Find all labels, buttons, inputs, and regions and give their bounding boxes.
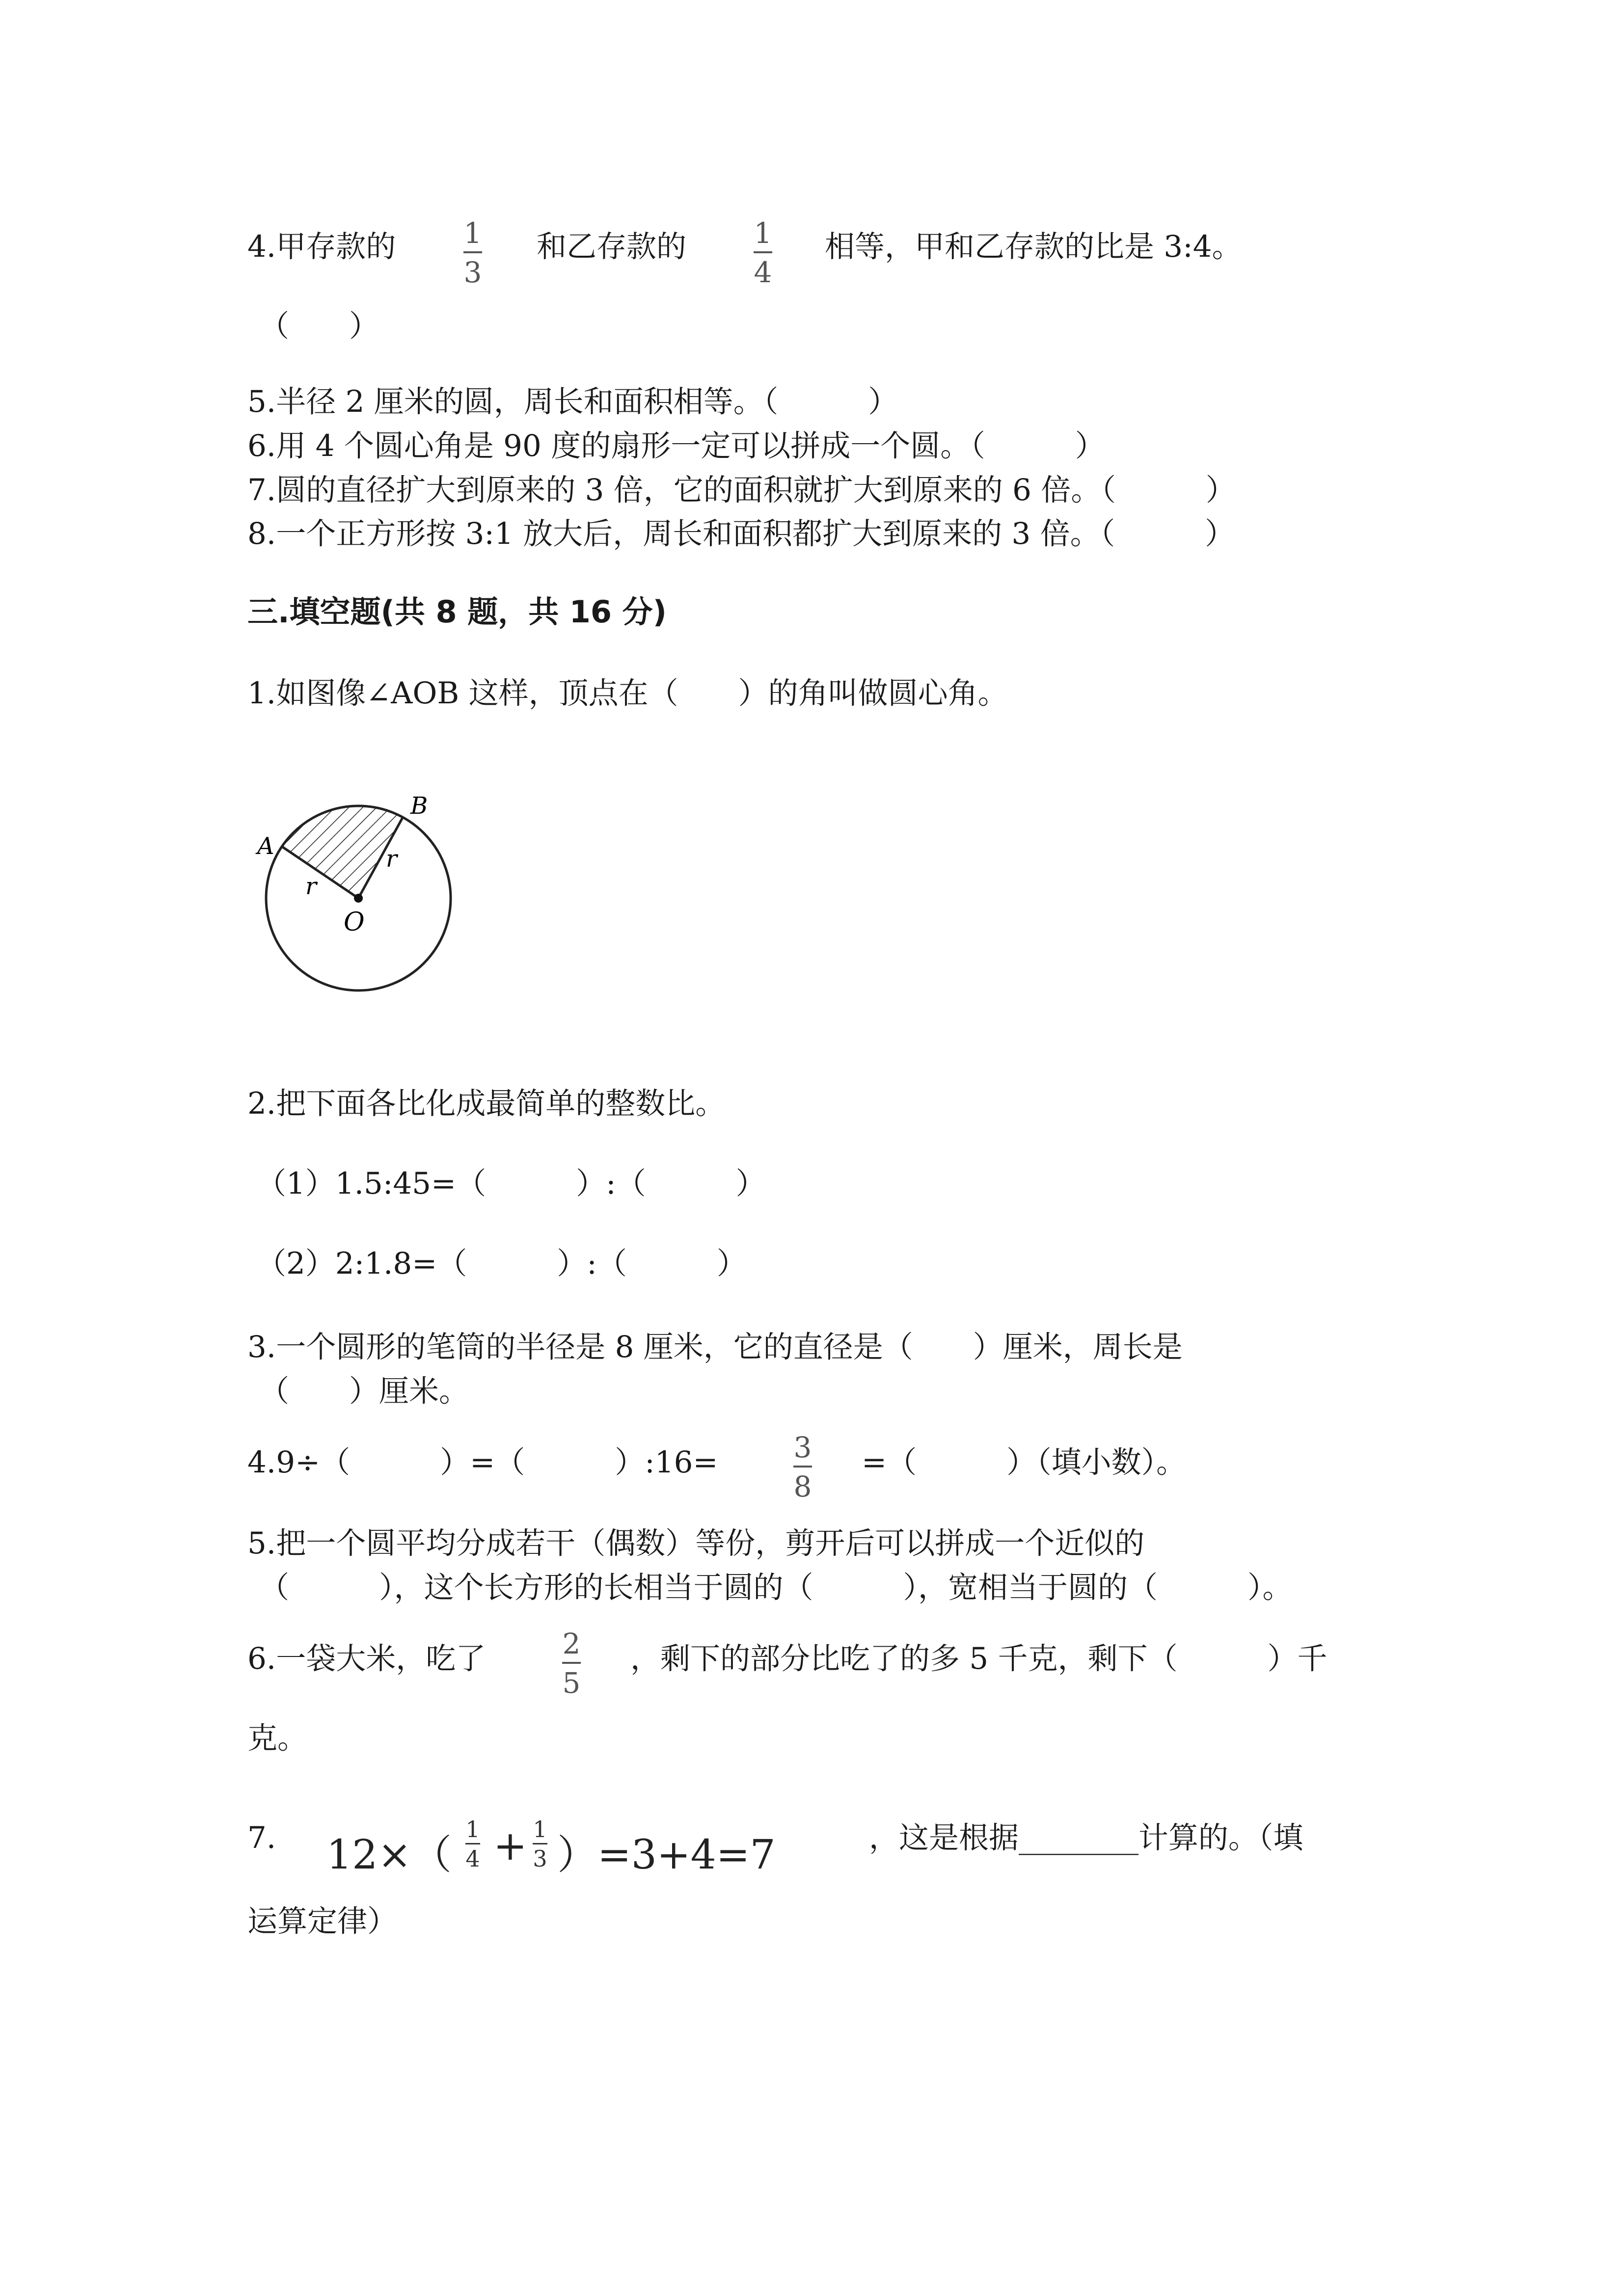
fraction-bar	[793, 1466, 812, 1468]
fraction-bar	[562, 1662, 581, 1664]
judge-q4-part1: 4.甲存款的	[247, 229, 396, 264]
fraction-numerator: 1	[465, 1816, 480, 1842]
fill-q1: 1.如图像∠AOB 这样，顶点在（ ）的角叫做圆心角。	[247, 676, 1008, 711]
fraction-one-fourth-q7	[465, 1818, 480, 1870]
expr-part-a: 12×（	[326, 1832, 452, 1878]
fraction-bar	[533, 1843, 547, 1844]
label-a: A	[257, 832, 274, 860]
label-b: B	[410, 792, 428, 820]
fill-q7-line2: 运算定律）	[247, 1904, 398, 1939]
fill-q5-line1: 5.把一个圆平均分成若干（偶数）等份，剪开后可以拼成一个近似的	[247, 1526, 1145, 1561]
fraction-one-third	[463, 216, 482, 289]
shaded-sector	[283, 785, 403, 898]
fill-q5-line2: （ ），这个长方形的长相当于圆的（ ），宽相当于圆的（ ）。	[259, 1570, 1293, 1605]
fraction-numerator: 1	[754, 216, 772, 250]
fill-q3-line2: （ ）厘米。	[259, 1374, 469, 1409]
fill-q6-line2: 克。	[247, 1721, 308, 1756]
label-r-right: r	[386, 845, 397, 873]
fraction-two-fifths	[562, 1627, 581, 1700]
fraction-denominator: 3	[533, 1845, 547, 1872]
fraction-one-fourth	[754, 216, 772, 289]
fill-q3-line1: 3.一个圆形的笔筒的半径是 8 厘米，它的直径是（ ）厘米，周长是	[247, 1330, 1183, 1364]
fraction-denominator: 4	[465, 1845, 480, 1872]
fill-q6-part2: ，剩下的部分比吃了的多 5 千克，剩下（ ）千	[630, 1641, 1327, 1676]
fraction-denominator: 4	[754, 256, 772, 289]
expr-part-b: ）=3+4=7	[557, 1832, 776, 1878]
judge-q7: 7.圆的直径扩大到原来的 3 倍，它的面积就扩大到原来的 6 倍。（ ）	[247, 473, 1236, 507]
judge-q5: 5.半径 2 厘米的圆，周长和面积相等。（ ）	[247, 384, 898, 419]
fill-q2-stem: 2.把下面各比化成最简单的整数比。	[247, 1086, 726, 1121]
fraction-numerator: 1	[533, 1816, 547, 1842]
fill-q4-part2: =（ ）（填小数）。	[862, 1445, 1187, 1480]
fraction-denominator: 8	[793, 1470, 812, 1503]
fill-q4-part1: 4.9÷（ ）=（ ）:16=	[247, 1445, 718, 1480]
fraction-numerator: 1	[463, 216, 482, 250]
fraction-denominator: 5	[562, 1666, 581, 1700]
fraction-numerator: 2	[562, 1627, 581, 1660]
fraction-bar	[754, 251, 772, 253]
fraction-three-eighths	[793, 1433, 812, 1501]
expr-plus: +	[493, 1823, 527, 1869]
fill-q6-part1: 6.一袋大米，吃了	[247, 1641, 486, 1676]
label-o: O	[344, 908, 365, 937]
fraction-numerator: 3	[793, 1431, 812, 1464]
section-heading: 三.填空题(共 8 题，共 16 分)	[247, 594, 667, 630]
fraction-bar	[463, 251, 482, 253]
judge-q6: 6.用 4 个圆心角是 90 度的扇形一定可以拼成一个圆。（ ）	[247, 428, 1105, 463]
judge-q4-part3: 相等，甲和乙存款的比是 3:4。	[825, 229, 1242, 264]
fill-q7-number: 7.	[247, 1820, 276, 1855]
fill-q2-sub1: （1）1.5:45=（ ）:（ ）	[256, 1166, 766, 1201]
circle-sector-figure	[245, 785, 471, 1001]
label-r-left: r	[305, 873, 317, 900]
fraction-one-third-q7	[533, 1818, 547, 1870]
fill-q7-part2: ，这是根据________计算的。（填	[869, 1820, 1303, 1855]
judge-q4-part2: 和乙存款的	[537, 229, 687, 264]
judge-q8: 8.一个正方形按 3:1 放大后，周长和面积都扩大到原来的 3 倍。（ ）	[247, 516, 1235, 551]
fraction-denominator: 3	[463, 256, 482, 289]
fraction-bar	[465, 1843, 480, 1844]
fill-q2-sub2: （2）2:1.8=（ ）:（ ）	[256, 1246, 747, 1281]
judge-q4-blank[interactable]: （ ）	[259, 309, 379, 344]
center-point	[354, 894, 363, 903]
